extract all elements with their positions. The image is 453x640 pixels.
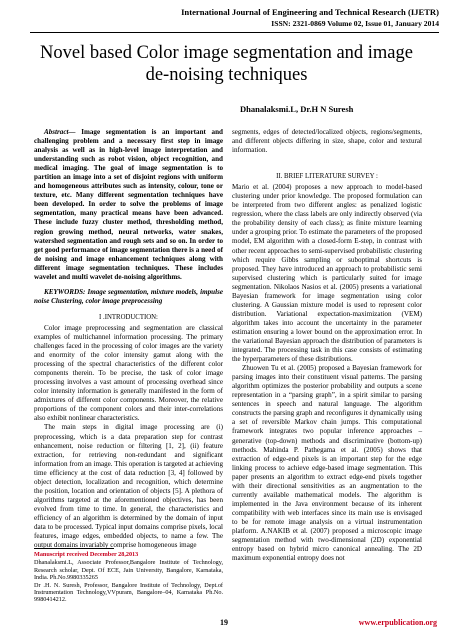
abstract — [34, 128, 223, 282]
issn-line: ISSN: 2321-0869 Volume 02, Issue 01, January 2014 — [271, 19, 439, 28]
section-heading-literature-survey: II. BRIEF LITERATURE SURVEY : — [276, 173, 378, 181]
header-rule — [30, 32, 439, 33]
footnote-rule — [34, 548, 114, 549]
right-column — [232, 128, 422, 563]
publisher-website: www.erpublication.org — [358, 618, 437, 627]
page-number: 19 — [220, 618, 228, 627]
survey-paragraph-1: Mario et al. (2004) proposes a new approach to model-based clustering under prior knowledge. The proposed formulation can be interpreted from two different angles: as penalized logistic regression, where the class labels are only indirectly observed (via the probability density of each class); as finite mixture learning under a grouping prior. To estimate the parameters of the proposed model, EM algorithm with a closed-form E-step, in contrast with other recent approaches to semi-supervised probabilistic clustering which require Gibbs sampling or suboptimal shortcuts is proposed. They have introduced an approach to probabilistic semi supervised clustering which is particularly suited for image segmentation. Nikolaos Nasios et al. (2005) presents a variational Bayesian framework for image segmentation using color clustering. A Gaussian mixture model is used to represent color distribution. Variational expectation-maximization (VEM) algorithm takes into account the uncertainty in the parameter estimation ensuring a lower bound on the approximation error. In the variational Bayesian approach the distribution of parameters is integrated. The processing task in this case consists of estimating the hyperparameters of these distributions. — [232, 183, 422, 364]
title-line-1: Novel based Color image segmentation and image — [40, 43, 413, 63]
author-names: Dhanalaksmi.L, Dr.H N Suresh — [240, 104, 354, 114]
footnote — [34, 551, 223, 604]
title-line-2: de-noising techniques — [145, 65, 308, 85]
journal-name: International Journal of Engineering and Technical Research (IJETR) — [181, 7, 439, 17]
manuscript-received: Manuscript received December 28,2013 — [34, 551, 139, 558]
intro-paragraph-2: The main steps in digital image processing are (i) preprocessing, which is a data preparation step for contrast enhancement, noise reduction or filtering [1, 2], (ii) feature extraction, for retrieving non-redundant and significant information from an image. This operation is targeted at achieving time efficiency at the cost of data reduction [3, 4] followed by object detection, localization and recognition, which determine the position, location and orientation of objects [5]. A plethora of algorithms targeted at the aforementioned objectives, has been evolved from time to time. In general, the characteristics and efficiency of an algorithm is determined by the domain of input data to be processed. Typical input domains comprise pixels, local features, image edges, embedded objects, to name a few. The output domains invariably comprise homogeneous image — [34, 423, 223, 550]
author-affiliation-2: Dr .H. N. Suresh, Professor, Bangalore Institute of Technology, Dept.of Instrumentation Technology,VVpuram, Bangalore–04, Karnataka Ph.No. 9980414212. — [34, 581, 223, 604]
paper-title — [0, 42, 453, 86]
abstract-text: Image segmentation is an important and challenging problem and a necessary first step in image analysis as well as in high-level image interpretation and understanding such as robot vision, object recognition, and medical imaging. The goal of image segmentation is to partition an image into a set of disjoint regions with uniform and homogeneous attributes such as intensity, colour, tone or texture, etc. Many different segmentation techniques have been developed. In order to solve the problems of image segmentation, many practical means have been advanced. These include fuzzy cluster method, thresholding method, region growing method, neural networks, water snakes, watershed segmentation and rough sets and so on. In order to get good performance of image segmentation there is a need of de noising and image enhancement techniques along with different image segmentation techniques. These includes wavelet and multi wavelet de-noising algorithms. — [34, 128, 223, 281]
journal-header — [181, 7, 439, 29]
keywords: KEYWORDS: Image segmentation, mixture models, impulse noise Clustering, color image preprocessing — [34, 287, 223, 305]
section-heading-introduction: I .INTRODUCTION: — [99, 313, 158, 321]
intro-paragraph-1: Color image preprocessing and segmentation are classical examples of multichannel information processing. The primary challenges faced in the processing of color images are the variety and enormity of the color intensity gamut along with the processing of the spectral characteristics of the different color components therein. To be precise, the task of color image processing involves a vast amount of processing overhead since color intensity information is generally manifested in the form of admixtures of different color components. Moreover, the relative proportions of the component colors and their inter-correlations also exhibit nonlinear characteristics. — [34, 323, 223, 423]
left-column — [34, 128, 223, 550]
survey-paragraph-2: Zhuowen Tu et al. (2005) proposed a Bayesian framework for parsing images into their constituent visual patterns. The parsing algorithm optimizes the posterior probability and outputs a scene representation in a “parsing graph”, in a spirit similar to parsing sentences in speech and natural language. The algorithm constructs the parsing graph and reconfigures it dynamically using a set of reversible Markov chain jumps. This computational framework integrates two popular inference approaches – generative (top-down) methods and discriminative (bottom-up) methods. Mahinda P. Pathegama et al. (2005) shows that extraction of edge-end pixels is an important step for the edge linking process to achieve edge-based image segmentation. This paper presents an algorithm to extract edge-end pixels together with their directional sensitivities as an augmentation to the currently available mathematical models. The algorithm is implemented in the Java environment because of its inherent compatibility with web interfaces since its main use is envisaged to be for remote image analysis on a virtual instrumentation platform. A.NAKIB et al. (2007) proposed a microscopic image segmentation method with two-dimensional (2D) exponential entropy based on hybrid micro canonical annealing. The 2D maximum exponential entropy does not — [232, 364, 422, 563]
abstract-label: Abstract— — [44, 128, 76, 136]
survey-intro-text: segments, edges of detected/localized objects, regions/segments, and different objects differing in size, shape, color and textural information. — [232, 128, 422, 155]
author-affiliation-1: Dhanalaksmi.L, Associate Professor,Bangalore Institute of Technology, Research scholar, Dept. Of ECE, Jain University, Bangalore, Karnataka, India. Ph.No.9980335265 — [34, 559, 223, 582]
